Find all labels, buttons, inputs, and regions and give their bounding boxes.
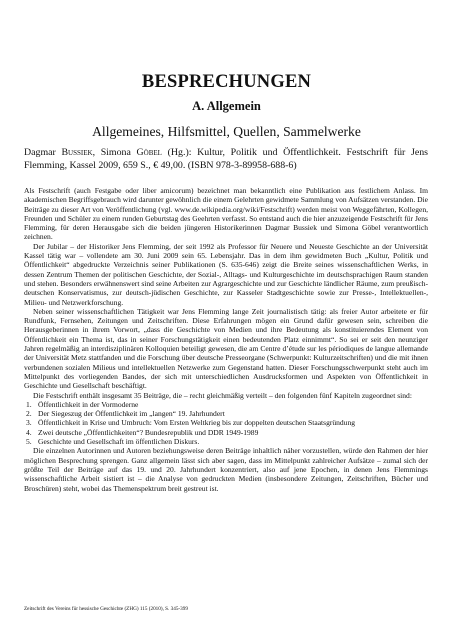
- list-item: [24, 437, 428, 446]
- paragraph-journalism: Neben seiner wissenschaftlichen Tätigkeit war Jens Flemming lange Zeit journalistisch tätig: als freier Autor arbeitete er für Rundfunk, Fernsehen, Zeitungen und Zeitschriften. Diese Erfahrungen mögen ein Grund dafür gewesen sein, schreiben die Herausgeberinnen in ihrem Vorwort, „dass die Geschichte von Medien und ihre Bedeutung als konstituierendes Element von Öffentlichkeit ein Thema ist, das in seiner Forschungstätigkeit einen bedeutenden Platz einnimmt“. So sei er seit den neunziger Jahren regelmäßig an interdisziplinären Kolloquien beteiligt gewesen, die am Centre d’étude sur les périodiques de langue allemande der Universität Metz stattfanden und die Forschung über deutsche Presseorgane (Schwerpunkt: Kulturzeitschriften) und die mit ihnen verbundenen sozialen Milieus und intellektuellen Netzwerke zum Gegenstand hatten. Dieser Forschungsschwerpunkt steht auch im Mittelpunkt des vorliegenden Bandes, der sich mit unterschiedlichen Ausdrucksformen und Aspekten von Öffentlichkeit in Geschichte und Gesellschaft beschäftigt.: [24, 306, 428, 391]
- list-item-number: 2.: [26, 409, 32, 419]
- reference-author2: , Simona: [92, 147, 137, 158]
- chapter-list: [24, 400, 428, 446]
- review-body: [24, 186, 428, 493]
- bibliographic-reference: [24, 147, 428, 172]
- subsection-heading: Allgemeines, Hilfsmittel, Quellen, Sammelwerke: [92, 124, 361, 139]
- paragraph-intro: Als Festschrift (auch Festgabe oder liber amicorum) bezeichnet man bekanntlich eine Publikation aus festlichem Anlass. Im akademischen Begriffsgebrauch wird darunter gewöhnlich die einem Gelehrten gewidmete Sammlung von Aufsätzen verstanden. Die Beiträge zu dieser Art von Veröffentlichung (vgl. www.de.wikipedia.org/wiki/Festschrift) werden meist von Weggefährten, Kollegen, Freunden und Schüler zu einem runden Geburtstag des Geehrten verfasst. So entstand auch die hier anzuzeigende Festschrift für Jens Flemming, für deren Herausgabe sich die beiden jüngeren Historikerinnen Dagmar Bussiek und Simona Göbel verantwortlich zeichnen.: [24, 186, 428, 242]
- paragraph-closing: Die einzelnen Autorinnen und Autoren beziehungsweise deren Beiträge inhaltlich näher vorzustellen, würde den Rahmen der hier möglichen Besprechung sprengen. Ganz allgemein lässt sich aber sagen, dass im Mittelpunkt zahlreicher Aufsätze – zumal sich der größte Teil der Beiträge auf das 19. und 20. Jahrhundert konzentriert, also auf jene Epochen, in denen Jens Flemmings wissenschaftliche Arbeit sistiert ist – die Analyse von gedruckten Medien (insbesondere Zeitungen, Zeitschriften, Bücher und Broschüren) steht, wobei das Themenspektrum breit gestreut ist.: [24, 446, 428, 493]
- section-heading: A. Allgemein: [192, 99, 261, 113]
- reference-author2-surname: Göbel: [136, 147, 162, 158]
- reference-author1: Dagmar: [24, 147, 62, 158]
- list-item-text: Öffentlichkeit in Krise und Umbruch: Vom Ersten Weltkrieg bis zur doppelten deutschen Staatsgründung: [38, 418, 356, 428]
- journal-footer: Zeitschrift des Vereins für hessische Geschichte (ZHG) 115 (2010), S. 345-399: [24, 606, 188, 612]
- list-item: [24, 400, 428, 409]
- list-item: [24, 428, 428, 437]
- list-item-text: Der Siegeszug der Öffentlichkeit im „langen“ 19. Jahrhundert: [38, 409, 225, 419]
- list-item-text: Öffentlichkeit in der Vormoderne: [38, 399, 139, 409]
- reference-details: (Hg.): Kultur, Politik und Öffentlichkeit. Festschrift für Jens Flemming, Kassel 2009, 659 S., € 49,00. (ISBN 978-3-89958-688-6): [24, 147, 428, 171]
- list-item-number: 3.: [26, 418, 32, 428]
- reference-author1-surname: Bussiek: [61, 147, 93, 158]
- page-title: BESPRECHUNGEN: [141, 72, 312, 92]
- paragraph-jubilar: Der Jubilar – der Historiker Jens Flemming, der seit 1992 als Professor für Neuere und Neueste Geschichte an der Universität Kassel tätig war – vollendete am 30. Juni 2009 sein 65. Lebensjahr. Das in dem ihm gewidmeten Buch „Kultur, Politik und Öffentlichkeit“ abgedruckte Verzeichnis seiner Publikationen (S. 635-646) zeigt die Breite seines wissenschaftlichen Werks, in dessen Zentrum Themen der politischen Geschichte, der Sozial-, Alltags- und Kulturgeschichte im deutschsprachigen Raum standen und stehen. Besonders erwähnenswert sind seine Arbeiten zur Agrargeschichte und zur Geschichte ländlicher Räume, zum preußisch-deutschen Konservatismus, zur deutsch-jüdischen Geschichte, zur Kasseler Stadtgeschichte sowie zur Presse-, Intellektuellen-, Milieu- und Netzwerkforschung.: [24, 241, 428, 307]
- list-item-text: Geschichte und Gesellschaft im öffentlichen Diskurs.: [38, 437, 200, 447]
- list-item-number: 5.: [26, 437, 32, 447]
- list-item-text: Zwei deutsche „Öffentlichkeiten“? Bundesrepublik und DDR 1949-1989: [38, 427, 259, 437]
- paragraph-structure: Die Festschrift enthält insgesamt 35 Beiträge, die – recht gleichmäßig verteilt – den folgenden fünf Kapiteln zugeordnet sind:: [33, 390, 412, 400]
- list-item: [24, 409, 428, 418]
- list-item-number: 4.: [26, 427, 32, 437]
- list-item: [24, 418, 428, 427]
- list-item-number: 1.: [26, 399, 32, 409]
